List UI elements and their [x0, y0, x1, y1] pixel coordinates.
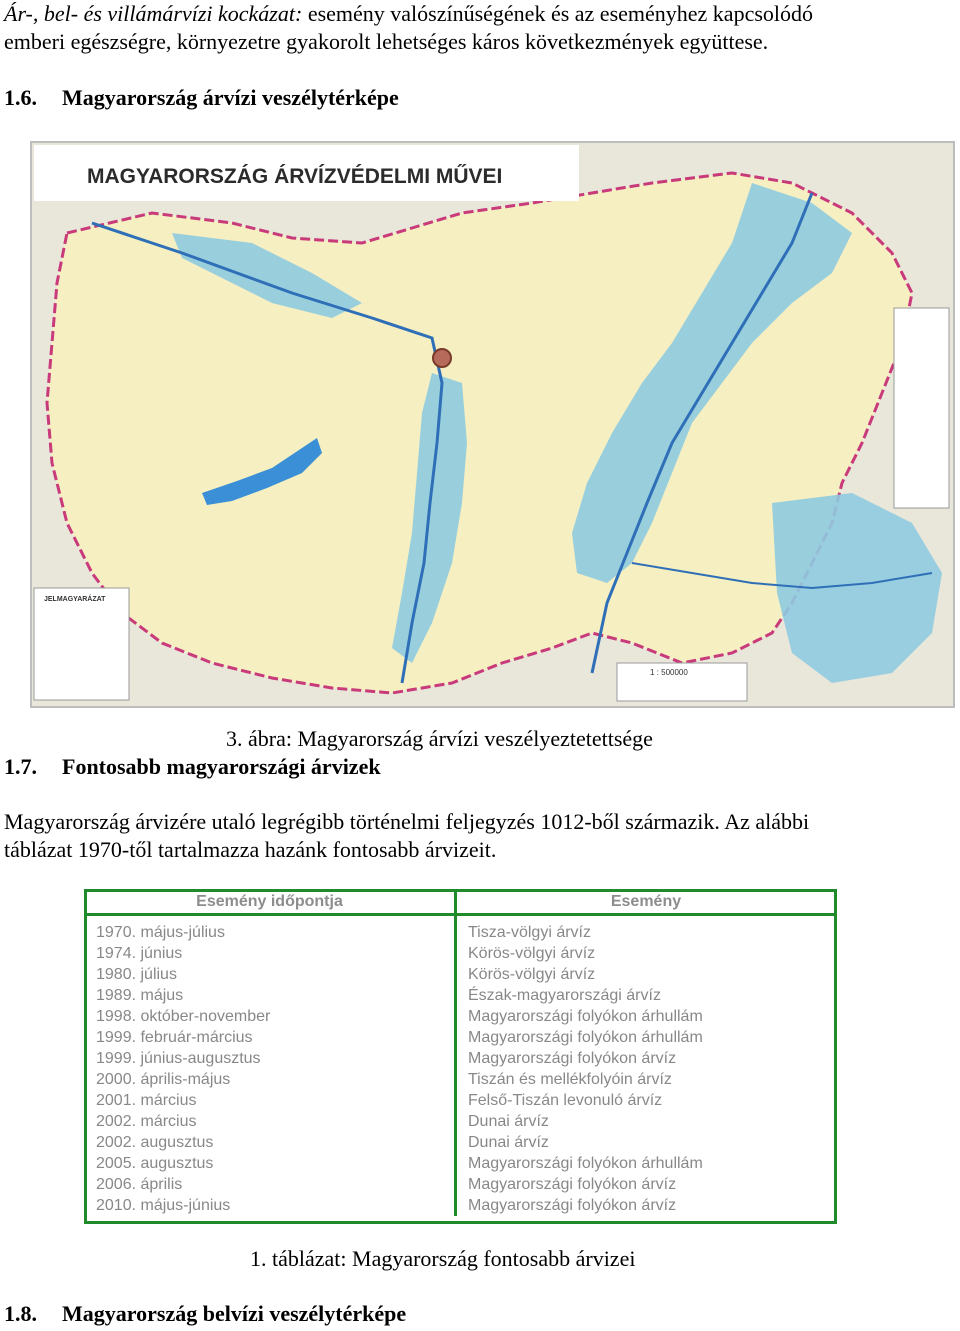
table-row	[85, 1132, 835, 1153]
cell-event-date: 2006. április	[85, 1174, 456, 1195]
table-row	[85, 915, 835, 944]
cell-event: Magyarországi folyókon árhullám	[468, 1155, 703, 1172]
cell-event-date: 1999. február-március	[85, 1027, 456, 1048]
flood-defense-map	[30, 141, 955, 708]
table-row	[85, 964, 835, 985]
paragraph-line2: táblázat 1970-től tartalmazza hazánk fontosabb árvizeit.	[4, 837, 497, 862]
table-caption: 1. táblázat: Magyarország fontosabb árvizei	[250, 1246, 636, 1271]
cell-event-date: 1989. május	[85, 985, 456, 1006]
cell-event-date: 2002. március	[85, 1111, 456, 1132]
cell-event: Tisza-völgyi árvíz	[468, 924, 591, 941]
cell-event-date: 1999. június-augusztus	[85, 1048, 456, 1069]
table-header-row	[85, 891, 835, 915]
table-row	[85, 1111, 835, 1132]
flood-events-table	[85, 891, 835, 1216]
intro-paragraph	[4, 0, 918, 56]
paragraph-line1: Magyarország árvizére utaló legrégibb történelmi feljegyzés 1012-ből származik. Az alábbi	[4, 809, 810, 834]
cell-event: Körös-völgyi árvíz	[468, 945, 596, 962]
cell-event-date: 1980. július	[85, 964, 456, 985]
table-row	[85, 1069, 835, 1090]
table-row	[85, 1090, 835, 1111]
section-title: Magyarország árvízi veszélytérképe	[62, 85, 399, 110]
cell-event-date: 2000. április-május	[85, 1069, 456, 1090]
cell-event-date: 2010. május-június	[85, 1195, 456, 1216]
cell-event: Felső-Tiszán levonuló árvíz	[468, 1092, 663, 1109]
table-row	[85, 1174, 835, 1195]
cell-event-date: 1970. május-július	[85, 915, 456, 944]
table-row	[85, 1006, 835, 1027]
map-city-budapest-icon	[433, 349, 451, 367]
cell-event: Dunai árvíz	[468, 1134, 549, 1151]
cell-event: Dunai árvíz	[468, 1113, 549, 1130]
table-row	[85, 943, 835, 964]
cell-event-date: 2005. augusztus	[85, 1153, 456, 1174]
table-row	[85, 1048, 835, 1069]
map-legend-box	[34, 588, 129, 700]
cell-event: Körös-völgyi árvíz	[468, 966, 596, 983]
section-number: 1.6.	[4, 85, 37, 110]
map-index-panel	[894, 308, 949, 508]
section-heading-1-8	[4, 1300, 406, 1328]
cell-event-date: 1998. október-november	[85, 1006, 456, 1027]
intro-term: Ár-, bel- és villámárvízi kockázat:	[4, 1, 303, 26]
cell-event: Észak-magyarországi árvíz	[468, 987, 661, 1004]
intro-line2: emberi egészségre, környezetre gyakorolt lehetséges káros következmények együttese.	[4, 29, 769, 54]
body-paragraph	[4, 808, 918, 864]
cell-event: Magyarországi folyókon árhullám	[468, 1008, 703, 1025]
cell-event-date: 1974. június	[85, 943, 456, 964]
header-event-date: Esemény időpontja	[85, 891, 456, 915]
cell-event: Magyarországi folyókon árvíz	[468, 1176, 677, 1193]
section-heading-1-6	[4, 84, 399, 112]
table-row	[85, 1195, 835, 1216]
map-title: MAGYARORSZÁG ÁRVÍZVÉDELMI MŰVEI	[87, 165, 503, 188]
section-title: Magyarország belvízi veszélytérképe	[62, 1301, 407, 1326]
map-legend-title: JELMAGYARÁZAT	[44, 596, 106, 603]
cell-event: Magyarországi folyókon árvíz	[468, 1197, 677, 1214]
cell-event-date: 2002. augusztus	[85, 1132, 456, 1153]
section-number: 1.8.	[4, 1301, 37, 1326]
figure-caption: 3. ábra: Magyarország árvízi veszélyeztetettsége	[226, 726, 653, 751]
map-scale: 1 : 500000	[650, 668, 688, 677]
table-row	[85, 1027, 835, 1048]
header-event: Esemény	[456, 891, 836, 915]
table-body	[85, 915, 835, 1217]
section-heading-1-7	[4, 753, 381, 781]
section-number: 1.7.	[4, 754, 37, 779]
table-row	[85, 985, 835, 1006]
intro-line1-rest: esemény valószínűségének és az eseményhez kapcsolódó	[302, 1, 814, 26]
cell-event: Tiszán és mellékfolyóin árvíz	[468, 1071, 672, 1088]
cell-event: Magyarországi folyókon árhullám	[468, 1029, 703, 1046]
cell-event: Magyarországi folyókon árvíz	[468, 1050, 677, 1067]
cell-event-date: 2001. március	[85, 1090, 456, 1111]
map-graphic	[32, 143, 953, 706]
table-row	[85, 1153, 835, 1174]
section-title: Fontosabb magyarországi árvizek	[62, 754, 381, 779]
